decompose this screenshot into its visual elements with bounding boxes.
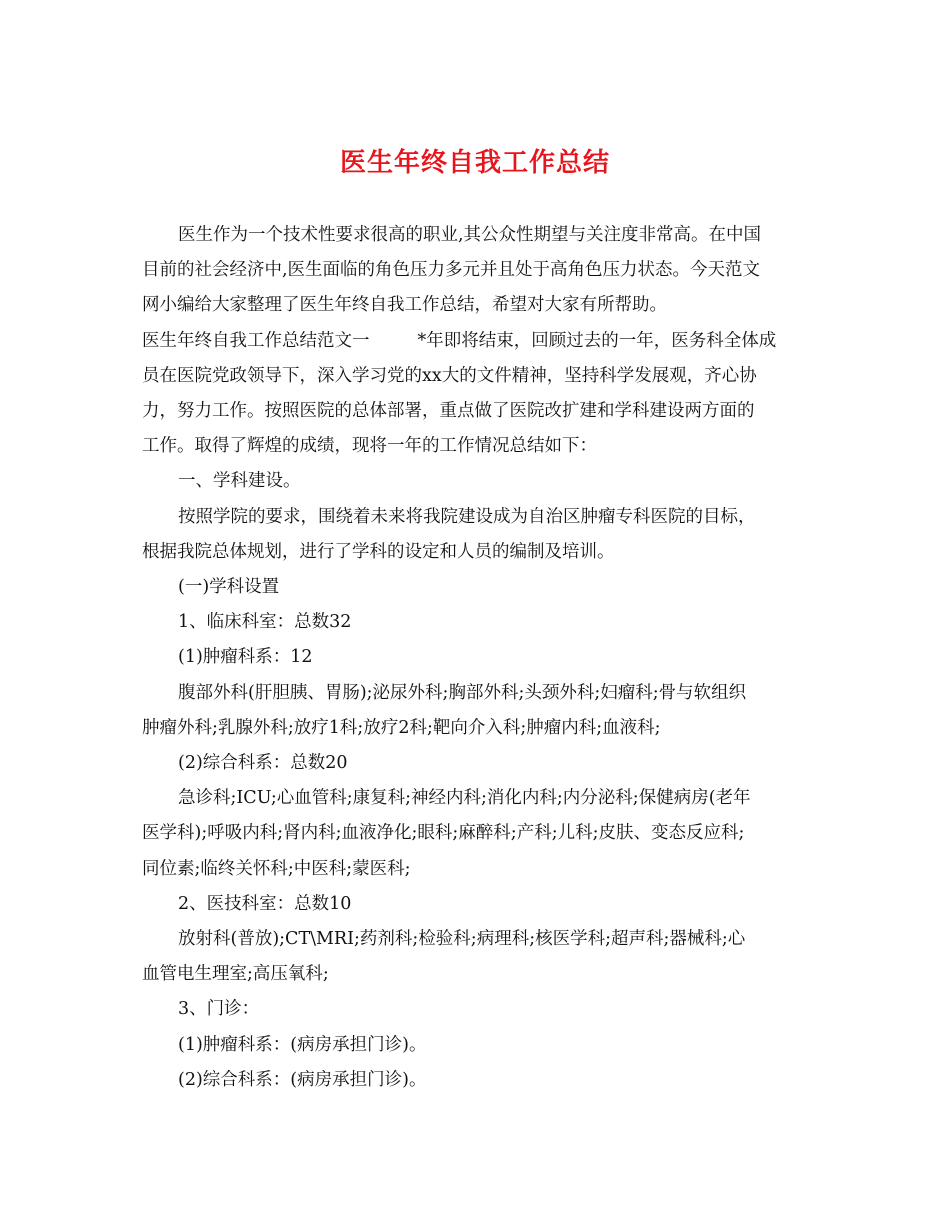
paragraph-line: 肿瘤外科;乳腺外科;放疗1科;放疗2科;靶向介入科;肿瘤内科;血液科; (142, 717, 661, 738)
section-heading: 一、学科建设。 (178, 471, 301, 492)
list-item: 2、医技科室：总数10 (178, 893, 352, 914)
paragraph-line: 网小编给大家整理了医生年终自我工作总结，希望对大家有所帮助。 (142, 295, 667, 316)
paragraph-line: 工作。取得了辉煌的成绩，现将一年的工作情况总结如下： (142, 436, 597, 457)
paragraph-line: 医生作为一个技术性要求很高的职业,其公众性期望与关注度非常高。在中国 (178, 225, 762, 245)
list-item: 3、门诊： (178, 999, 260, 1020)
document-title: 医生年终自我工作总结 (339, 148, 610, 178)
list-item: 1、临床科室：总数32 (178, 612, 352, 633)
paragraph-line: 员在医院党政领导下，深入学习党的xx大的文件精神，坚持科学发展观，齐心协 (142, 365, 757, 386)
list-item: (1)肿瘤科系：(病房承担门诊)。 (178, 1034, 427, 1055)
paragraph-line: 血管电生理室;高压氧科; (142, 964, 329, 985)
paragraph-line: 力，努力工作。按照医院的总体部署，重点做了医院改扩建和学科建设两方面的 (142, 401, 755, 422)
paragraph-line: 目前的社会经济中,医生面临的角色压力多元并且处于高角色压力状态。今天范文 (142, 260, 761, 281)
document-body (142, 218, 812, 1098)
list-item: (1)肿瘤科系：12 (178, 647, 313, 668)
paragraph-line: 腹部外科(肝胆胰、胃肠);泌尿外科;胸部外科;头颈外科;妇瘤科;骨与软组织 (178, 682, 747, 703)
subsection-heading: (一)学科设置 (178, 577, 280, 598)
list-item: (2)综合科系：总数20 (178, 753, 348, 774)
paragraph-text: *年即将结束，回顾过去的一年，医务科全体成 (417, 330, 777, 351)
paragraph-line: 按照学院的要求，围绕着未来将我院建设成为自治区肿瘤专科医院的目标， (178, 506, 756, 527)
paragraph-line: 根据我院总体规划，进行了学科的设定和人员的编制及培训。 (142, 541, 615, 562)
paragraph-line: 急诊科;ICU;心血管科;康复科;神经内科;消化内科;内分泌科;保健病房(老年 (178, 788, 751, 809)
list-item: (2)综合科系：(病房承担门诊)。 (178, 1069, 427, 1090)
paragraph-line (142, 324, 812, 359)
paragraph-line: 同位素;临终关怀科;中医科;蒙医科; (142, 858, 411, 879)
paragraph-line: 医学科);呼吸内科;肾内科;血液净化;眼科;麻醉科;产科;儿科;皮肤、变态反应科; (142, 823, 745, 844)
paragraph-line: 放射科(普放);CT\MRI;药剂科;检验科;病理科;核医学科;超声科;器械科;心 (178, 929, 746, 950)
section-heading: 医生年终自我工作总结范文一 (142, 330, 370, 351)
